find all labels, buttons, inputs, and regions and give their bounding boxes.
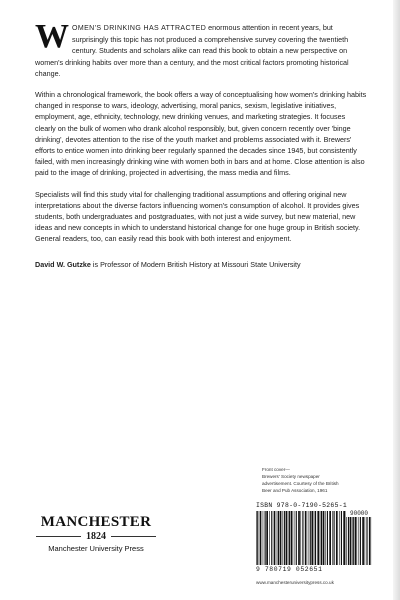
barcode-bar (353, 517, 354, 565)
barcode-bar (310, 511, 311, 565)
barcode-bar (352, 517, 353, 565)
cover-credit (262, 466, 374, 494)
publisher-logo (36, 515, 156, 553)
barcode-bar (280, 511, 282, 565)
barcode-bar (284, 511, 285, 565)
barcode-bar (369, 517, 371, 565)
barcode-bar (286, 511, 288, 565)
blurb-paragraph-2: Within a chronological framework, the book offers a way of conceptualising how women's drinking habits changed in response to wars, ideology, advertising, moral panics, sexism, legislative initiatives, employment, age, ethnicity, technology, new drinking venues, and marketing strategies. It focuses clearly on the bulk of women who drank alcohol responsibly, but, given concern recently over 'binge drinking', devotes attention to the rise of the youth market and problems associated with it. Brewers' efforts to entice women into drinking beer regularly spanned the decades since 1945, but consistently failed, with men increasingly drinking wine with women both in bars and at home. Close attention is also paid to the image of drinking, projected in advertising, the mass media and films. (35, 90, 367, 178)
barcode-bar (300, 511, 301, 565)
barcode-bar (274, 511, 276, 565)
addon-barcode-icon (346, 517, 372, 565)
author-bio-text: is Professor of Modern British History at Missouri State University (90, 259, 301, 269)
barcode-bar (350, 517, 352, 565)
logo-rule-right (111, 536, 156, 537)
barcode-bar (265, 511, 266, 565)
logo-year: 1824 (86, 531, 106, 542)
barcode-bar (325, 511, 326, 565)
logo-name: MANCHESTER (40, 514, 152, 530)
barcode-bar (366, 517, 367, 565)
barcode-bar (256, 511, 257, 565)
barcode-bar (269, 511, 270, 565)
barcode-bar (263, 511, 264, 565)
author-name: David W. Gutzke (35, 259, 91, 269)
paragraph-1-text: enormous attention in recent years, but surprisingly this topic has not produced a comprehensive survey covering the twentieth century. Students and scholars alike can read this book to obtain a new perspective on women's drinking habits over more than a century, and the most critical factors promoting historical change. (35, 23, 349, 78)
barcode-bar (362, 517, 364, 565)
logo-rule-left (36, 536, 81, 537)
barcode-bar (266, 511, 268, 565)
barcode-bar (336, 511, 338, 565)
barcode-bar (323, 511, 325, 565)
barcode-bar (334, 511, 335, 565)
barcode-icon (256, 511, 346, 565)
lead-caps: OMEN'S DRINKING HAS ATTRACTED (72, 25, 207, 32)
barcode-bar (355, 517, 357, 565)
barcode (256, 502, 372, 588)
cover-credit-line: Beer and Pub Association, 1961 (262, 488, 328, 493)
barcode-bar (314, 511, 315, 565)
barcode-bar (296, 511, 297, 565)
drop-cap: W (35, 18, 69, 55)
blurb-paragraph-1 (35, 18, 367, 79)
barcode-bar (329, 511, 331, 565)
barcode-bar (291, 511, 293, 565)
cover-credit-line: advertisement. Courtesy of the British (262, 481, 339, 486)
barcode-bar (271, 511, 272, 565)
blurb (35, 18, 367, 280)
cover-credit-line: Front cover— (262, 467, 290, 472)
barcode-bar (339, 511, 340, 565)
isbn-number: ISBN 978-0-7190-5265-1 (256, 502, 347, 509)
barcode-bar (278, 511, 279, 565)
barcode-bar (343, 511, 345, 565)
barcode-bar (320, 511, 321, 565)
publisher-website: www.manchesteruniversitypress.co.uk (256, 580, 334, 585)
barcode-bar (288, 511, 289, 565)
page-edge (393, 0, 400, 600)
barcode-bar (365, 517, 366, 565)
barcode-bar (358, 517, 359, 565)
ean-number: 9 780719 052651 (256, 566, 323, 573)
barcode-bar (332, 511, 333, 565)
barcode-bar (348, 517, 349, 565)
barcode-bar (308, 511, 309, 565)
barcode-bar (341, 511, 342, 565)
publisher-name: Manchester University Press (48, 544, 144, 553)
barcode-bar (260, 511, 262, 565)
barcode-bar (360, 517, 361, 565)
barcode-bar (311, 511, 313, 565)
barcode-bar (346, 517, 347, 565)
barcode-bar (305, 511, 307, 565)
barcode-bar (315, 511, 316, 565)
author-bio (35, 259, 367, 270)
barcode-bar (317, 511, 319, 565)
barcode-bar (289, 511, 290, 565)
barcode-bar (294, 511, 295, 565)
barcode-bar (302, 511, 303, 565)
cover-credit-line: Brewers' Society newspaper (262, 474, 320, 479)
barcode-bar (327, 511, 328, 565)
barcode-bar (298, 511, 300, 565)
barcode-bar (282, 511, 283, 565)
price-addon: 90000 (350, 510, 369, 517)
blurb-paragraph-3: Specialists will find this study vital for challenging traditional assumptions and offering original new interpretations about the diverse factors influencing women's consumption of alcohol. It provides gives students, both undergraduates and postgraduates, with not just a wide survey, but new material, new ideas and new concepts in which to understand historical change for one huge group in British society. General readers, too, can easily read this book with both interest and enjoyment. (35, 189, 361, 244)
barcode-bar (277, 511, 278, 565)
barcode-bar (321, 511, 322, 565)
barcode-bar (257, 511, 258, 565)
